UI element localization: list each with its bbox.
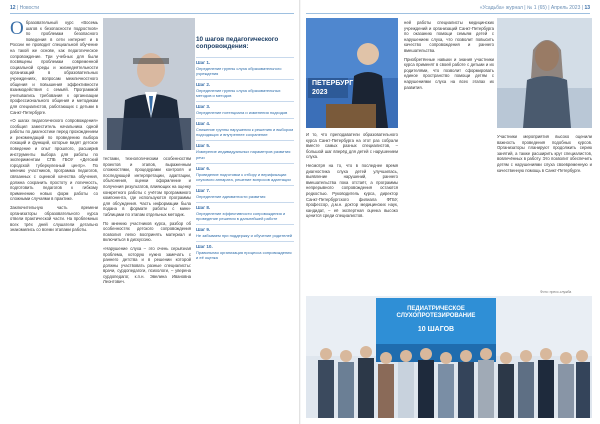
group-banner-title: ПЕДИАТРИЧЕСКОЕ СЛУХОПРОТЕЗИРОВАНИЕ [396, 306, 476, 319]
step-item [196, 224, 294, 241]
left-section-label: | Новости [16, 5, 39, 11]
left-column-2 [103, 156, 191, 420]
group-banner-subtitle: 10 ШАГОВ [417, 326, 455, 333]
right-column-3 [497, 134, 592, 292]
body-paragraph: Участники мероприятия высоко оценили важность проведения подобных курсов. Организаторы планируют продолжить серию занятий, а также расширить круг специалистов, вовлечённых в работу. Это позволит обеспечить детям с нарушениями слуха своевременную и качественную помощь в Санкт-Петербурге. [497, 134, 592, 173]
step-item [196, 185, 294, 202]
body-paragraph: тестами, технологическим особенностям проектов и этапов, выраженным сложностями, процедурами контроля и последующей интерпретации, адаптации, объяснения, оценки оформление и получения результатов, влияющих на оценку конкретного работы с учётом программного компонента, где используются программы для обсуждения. Часть информации была подана в формате работы с мини-таблицами по этапам отдельных методик. [103, 156, 191, 217]
right-top-rule [306, 13, 590, 14]
steps-list [196, 57, 294, 264]
body-paragraph: «О шагах педагогического сопровождения» сообщил заместитель начальника одной работы по диагностике перед прохождением и рекомендаций по проведению выбора локаций и функций, которые видят детское поведение и опыт прошлого, расширив инструменты выбора для работы по экспериментам СПБ ГБОУ «Детский городской туберкулезный центр». По мнению участников, программа педагогов, связанных с оценкой качества обучения, должна сохранить простоту и логичность, подготовить педагогов к гибкому применению новых форм работы со сложными случаями в практике. [10, 118, 98, 202]
step-text: Не забываем при поддержку и обучение родителей [196, 233, 293, 239]
step-item [196, 118, 294, 140]
step-item [196, 140, 294, 162]
step-heading: Шаг 4. [196, 121, 211, 127]
drop-cap: О [10, 20, 24, 39]
speaker-banner-text: ПЕТЕРБУРГ [312, 80, 354, 87]
body-paragraph: И то, что преподаватели образовательного курса Санкт-Петербурга на этот раз собрали вместе самых разных специалистов, – большой шаг вперёд для детей с нарушением слуха. [306, 132, 398, 160]
body-paragraph: По мнению участников курса, разбор об особенностях детского сопровождения позволил легко воспринять материал и включиться в дискуссию. [103, 220, 191, 243]
right-column-2 [404, 20, 494, 290]
left-top-rule [10, 13, 294, 14]
body-paragraph: ней работы специалисты медицинских учреждений и организаций Санкт-Петербурга по оказанию помощи семьям детей с нарушением слуха, что позволит повысить качество сопровождения и раннего вмешательства. [404, 20, 494, 53]
step-text: Определение эффективности сопровождения и проведение решения в дальнейшей работе [196, 210, 286, 222]
step-heading: Шаг 5. [196, 143, 211, 149]
step-text: Правильная организация процесса сопровождения и её оценка [196, 250, 292, 261]
step-heading: Шаг 2. [196, 82, 211, 87]
step-heading: Шаг 6. [196, 165, 211, 171]
step-item [196, 57, 294, 79]
step-text: Определение группы слуха образовательных методов и методов [196, 88, 281, 99]
steps-sidebar [196, 36, 294, 416]
step-text: Измерение индивидуальных параметров развития речи [196, 149, 291, 160]
page-gutter [299, 0, 301, 424]
right-page-number: 13 [584, 5, 590, 11]
sidebar-title: 10 шагов педагогического сопровождения: [196, 36, 279, 51]
photo-credit: Фото: пресс-служба [540, 290, 572, 294]
conference-speaker-photo [306, 18, 398, 128]
step-text: Проведение подготовки к отбору и верификации слухового аппарата, решение вопросов адаптации [196, 171, 291, 182]
step-text: Определение потенциала и изменения подходов [196, 110, 288, 116]
step-text: Определение адекватности развития [196, 193, 266, 199]
lead-paragraph: Образовательный курс «Восемь шагов к безопасности подростков» по проблемам безопасного поведения в сети интернет и в России не проводит специальной обучение на такой же основе, как педагогическое сопровождение. Три учебных для были посвящены проблемам современной социальной среды и жизнедеятельности организаций в образовательных учреждениях, вопросам межличностного общения и повышения эффективности взаимодействия с семьёй. Программой учитывались требования к организации профессионального общения и методикам для специалистов, работающих с детьми в Санкт-Петербурге. [10, 20, 98, 115]
group-photo [306, 296, 592, 418]
issue-label: «Усадьба» журнал | № 1 (65) | Апрель 2023 | [479, 5, 584, 11]
left-page-number: 12 [10, 5, 16, 11]
step-heading: Шаг 3. [196, 104, 211, 110]
step-text: Определение группы слуха образовательного учреждения [196, 65, 282, 76]
step-item [196, 101, 294, 118]
body-paragraph: Заключительную часть времени организаторы образовательного курса отвели практической части. На проблемных всех трёх дней слушатели детально знакомились со всеми этапами работы. [10, 205, 98, 233]
body-paragraph: Несмотря на то, что в последнее время диагностика слуха детей улучшилась, выявление нарушений, раннего вмешательства пока отстаёт, а программы непрерывного сопровождения остаются редкостью. Руководитель курса, директор Санкт-Петербургского филиала ФГБУ, профессор, д.м.н. доктор медицинских наук, кандидат, – её экспертная оценка высоко ценится среди специалистов. [306, 162, 398, 219]
step-heading: Шаг 10. [196, 244, 213, 250]
step-text: Снижение группы нарушения к решению и выбором подходящих и внутреннее сохранение [196, 127, 294, 138]
step-heading: Шаг 1. [196, 59, 211, 65]
step-item [196, 241, 294, 263]
step-item [196, 202, 294, 224]
quote-paragraph: «Нарушение слуха – это очень серьёзная проблема, которую нужно замечать с раннего детства и в решении которой должны участвовать разные специалисты: врачи, сурдопедагоги, психологи, – уверена сурдопедагог, к.п.н. Эвелина Ивановна Леонтович. [103, 245, 191, 285]
speaker-banner-year: 2023 [312, 89, 328, 96]
body-paragraph: Приобретённые навыки и знания участники курса применят в своей работе с детьми и их родителями, что позволит сформировать единое пространство помощи детям с нарушениями слуха на всех этапах их развития. [404, 56, 494, 90]
step-heading: Шаг 9. [196, 227, 211, 233]
participant-photo [497, 18, 592, 128]
left-column-1 [10, 20, 98, 420]
step-item [196, 163, 294, 185]
step-heading: Шаг 8. [196, 204, 211, 210]
step-heading: Шаг 7. [196, 187, 211, 193]
right-column-1 [306, 132, 398, 292]
left-running-head [10, 5, 39, 11]
step-item [196, 79, 294, 101]
right-running-head [480, 5, 590, 11]
speaker-photo [103, 18, 195, 150]
